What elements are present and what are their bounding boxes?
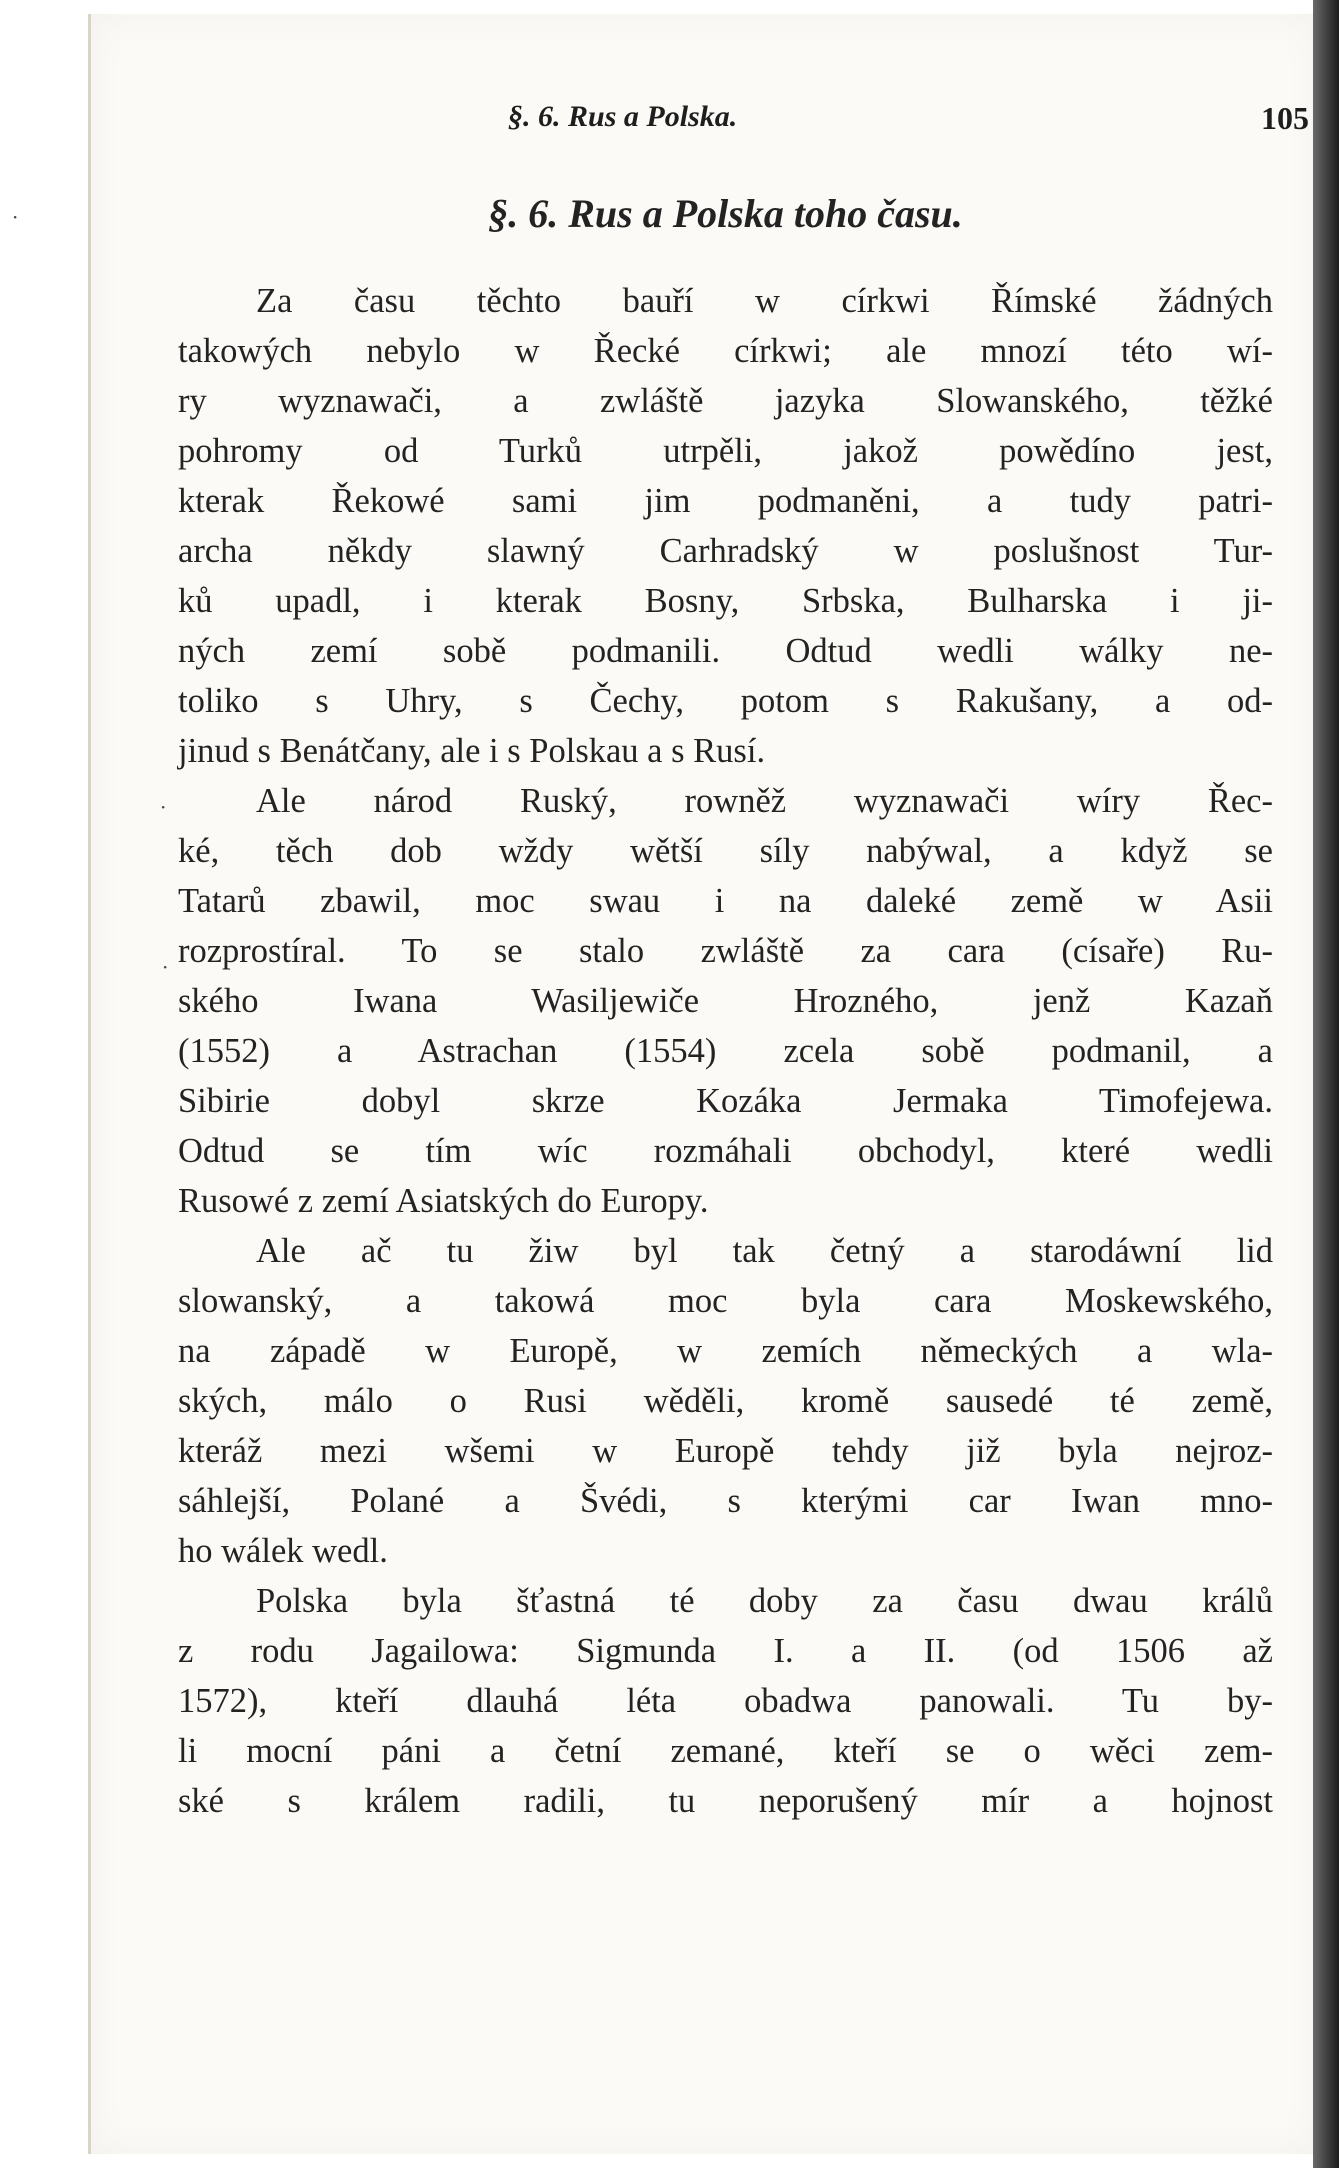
gutter-dot: · — [160, 795, 167, 819]
text-line: ků upadl, i kterak Bosny, Srbska, Bulharska i ji- — [178, 582, 1273, 620]
text-line: (1552) a Astrachan (1554) zcela sobě podmanil, a — [178, 1032, 1273, 1070]
text-line: Odtud se tím wíc rozmáhali obchodyl, které wedli — [178, 1132, 1273, 1170]
text-line: slowanský, a takowá moc byla cara Moskewského, — [178, 1282, 1273, 1320]
text-line: ké, těch dob wždy wětší síly nabýwal, a když se — [178, 832, 1273, 870]
running-head: §. 6. Rus a Polska. — [508, 100, 738, 133]
text-line: Polska byla šťastná té doby za času dwau králů — [256, 1582, 1273, 1620]
page-content — [178, 190, 1273, 1826]
text-line: archa někdy slawný Carhradský w poslušnost Tur- — [178, 532, 1273, 570]
text-line: ské s králem radili, tu neporušený mír a hojnost — [178, 1782, 1273, 1820]
page-number: 105 — [1261, 100, 1309, 136]
text-line: 1572), kteří dlauhá léta obadwa panowali. Tu by- — [178, 1682, 1273, 1720]
text-line: rozprostíral. To se stalo zwláště za cara (císaře) Ru- — [178, 932, 1273, 970]
text-line: ského Iwana Wasiljewiče Hrozného, jenž Kazaň — [178, 982, 1273, 1020]
text-line: sáhlejší, Polané a Švédi, s kterými car Iwan mno- — [178, 1482, 1273, 1520]
text-line: takowých nebylo w Řecké církwi; ale mnozí této wí- — [178, 332, 1273, 370]
text-line: jinud s Benátčany, ale i s Polskau a s Rusí. — [178, 732, 766, 770]
text-line: ry wyznawači, a zwláště jazyka Slowanského, těžké — [178, 382, 1273, 420]
section-title: §. 6. Rus a Polska toho času. — [488, 191, 963, 236]
text-line: kteráž mezi wšemi w Europě tehdy již byla nejroz- — [178, 1432, 1273, 1470]
gutter-dot: · — [12, 205, 19, 229]
text-line: z rodu Jagailowa: Sigmunda I. a II. (od 1506 až — [178, 1632, 1273, 1670]
text-line: ných zemí sobě podmanili. Odtud wedli wálky ne- — [178, 632, 1273, 670]
text-line: pohromy od Turků utrpěli, jakož powědíno jest, — [178, 432, 1273, 470]
text-line: Sibirie dobyl skrze Kozáka Jermaka Timofejewa. — [178, 1082, 1273, 1120]
page-header — [88, 100, 1309, 150]
text-line: ských, málo o Rusi wěděli, kromě sausedé té země, — [178, 1382, 1273, 1420]
text-line: na západě w Europě, w zemích německých a wla- — [178, 1332, 1273, 1370]
text-line: kterak Řekowé sami jim podmaněni, a tudy patri- — [178, 482, 1273, 520]
text-line: toliko s Uhry, s Čechy, potom s Rakušany, a od- — [178, 682, 1273, 720]
text-line: ho wálek wedl. — [178, 1532, 388, 1570]
text-line: Tatarů zbawil, moc swau i na daleké země w Asii — [178, 882, 1273, 920]
text-line: li mocní páni a četní zemané, kteří se o wěci zem- — [178, 1732, 1273, 1770]
text-line: Rusowé z zemí Asiatských do Europy. — [178, 1182, 709, 1220]
text-line: Za času těchto bauří w církwi Římské žádných — [256, 282, 1273, 320]
gutter-dot: · — [162, 955, 169, 979]
text-line: Ale národ Ruský, rowněž wyznawači wíry Řec- — [256, 782, 1273, 820]
text-line: Ale ač tu žiw byl tak četný a starodáwní lid — [256, 1232, 1273, 1270]
page-edge-shadow — [1313, 0, 1339, 2168]
